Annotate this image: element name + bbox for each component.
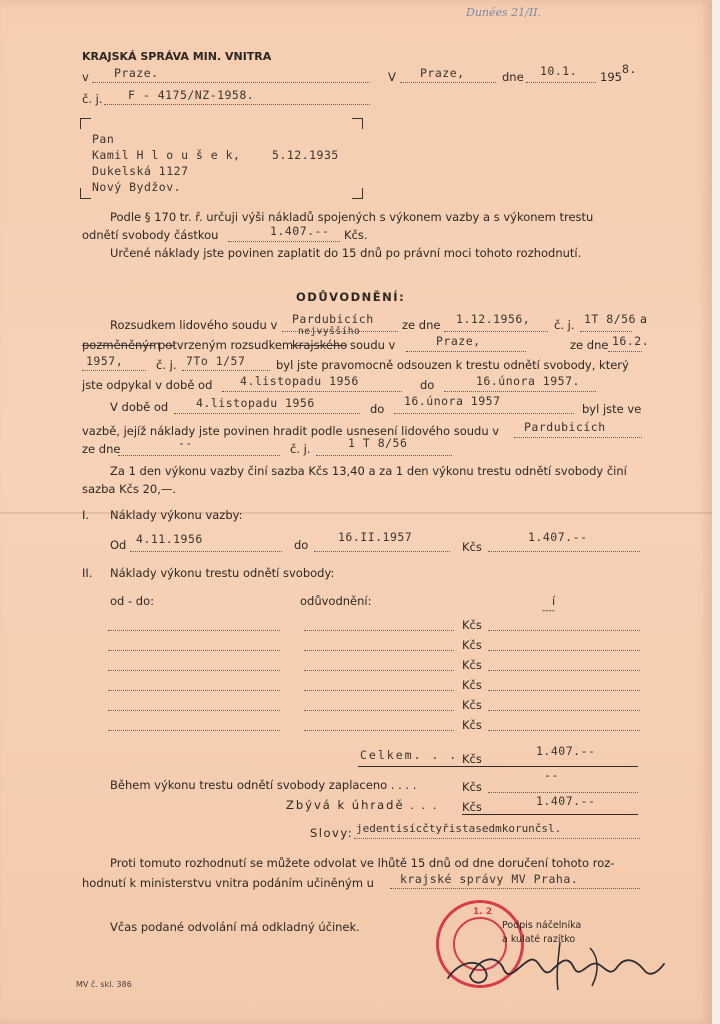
row-dotted-line (108, 690, 280, 691)
row-kcs-label: Kčs (462, 658, 482, 672)
appeal-line-2: hodnutí k ministerstvu vnitra podáním učiněným u (82, 876, 374, 890)
row-kcs-label: Kčs (462, 638, 482, 652)
appeal-office: krajské správy MV Praha. (400, 872, 579, 886)
struck-regional: krajského (292, 338, 348, 352)
signature-label-1: Podpis náčelníka (502, 920, 582, 931)
signature-label-2: a kulaté razítko (502, 934, 576, 945)
appeal-line-1: Proti tomuto rozhodnutí se můžete odvolat ve lhůtě 15 dnů od dne doručení tohoto roz- (110, 856, 615, 870)
handwritten-signature (440, 930, 670, 1000)
section-1-to: 16.II.1957 (338, 530, 413, 544)
reason-l5-b: do (370, 402, 385, 416)
place-value: Praze, (420, 66, 465, 80)
row-kcs-label: Kčs (462, 618, 482, 632)
row-dotted-line (108, 650, 280, 651)
row-dotted-line (488, 630, 640, 631)
row-dotted-line (304, 650, 454, 651)
section-1-title: Náklady výkonu vazby: (110, 508, 243, 522)
row-dotted-line (108, 710, 280, 711)
office-title: KRAJSKÁ SPRÁVA MIN. VNITRA (82, 50, 272, 63)
supreme-insert: nejvyššího (298, 326, 361, 337)
judgment-ref: 1T 8/56 (584, 312, 636, 326)
resolution-date: -- (178, 436, 193, 450)
archive-note: Dunées 21/II. (466, 6, 542, 19)
paid-amount: -- (544, 768, 559, 782)
row-dotted-line (304, 670, 454, 671)
serve-to: 16.února 1957. (476, 374, 580, 388)
row-dotted-line (304, 710, 454, 711)
row-dotted-line (488, 650, 640, 651)
appeal-ref: 7To 1/57 (186, 354, 246, 368)
court-place: Pardubicích (292, 312, 374, 326)
row-dotted-line (108, 630, 280, 631)
year-suffix: 8. (622, 62, 637, 76)
reason-l6-a: vazbě, jejíž náklady jste povinen hradit podle usnesení lidového soudu v (82, 424, 500, 438)
v-label: v (82, 70, 89, 84)
ref-label: č. j. (82, 92, 103, 106)
section-1-do: do (294, 538, 309, 552)
resolution-place: Pardubicích (524, 420, 606, 434)
remaining-label: Zbývá k úhradě . . . (286, 798, 439, 812)
reason-l7-b: č. j. (290, 442, 311, 456)
paid-label: Během výkonu trestu odnětí svobody zaplaceno . . . . (110, 778, 417, 792)
col-amount-dash: ---- (542, 606, 555, 616)
rate-line-1: Za 1 den výkonu vazby činí sazba Kčs 13,40 a za 1 den výkonu trestu odnětí svobody činí (110, 464, 627, 478)
appeal-place: Praze, (436, 334, 481, 348)
reason-l4-a: jste odpykal v době od (82, 378, 213, 392)
row-dotted-line (108, 730, 280, 731)
section-1-from: 4.11.1956 (136, 532, 203, 546)
appeal-date-a: 16.2. (612, 334, 650, 348)
row-kcs-label: Kčs (462, 718, 482, 732)
row-dotted-line (304, 630, 454, 631)
serve-from: 4.listopadu 1956 (240, 374, 359, 388)
intro-line-2: odnětí svobody částkou (82, 228, 219, 242)
reason-l1-a: Rozsudkem lidového soudu v (110, 318, 278, 332)
section-1-kcs: Kčs (462, 540, 482, 554)
section-2-title: Náklady výkonu trestu odnětí svobody: (110, 566, 335, 580)
words-label: Slovy: (310, 826, 354, 840)
custody-to: 16.února 1957 (404, 394, 501, 408)
remaining-amount: 1.407.-- (536, 794, 596, 808)
date-value: 10.1. (540, 64, 578, 78)
section-1-od: Od (110, 538, 127, 552)
judgment-date: 1.12.1956, (456, 312, 531, 326)
section-1-amount: 1.407.-- (528, 530, 588, 544)
remaining-kcs: Kčs (462, 800, 482, 814)
row-dotted-line (488, 710, 640, 711)
intro-line-1: Podle § 170 tr. ř. určuji výši nákladů spojených s výkonem vazby a s výkonem trestu (110, 210, 594, 224)
row-dotted-line (488, 670, 640, 671)
recipient-street: Dukelská 1127 (92, 164, 189, 178)
recipient-name: Kamil H l o u š e k, (92, 148, 241, 162)
row-kcs-label: Kčs (462, 678, 482, 692)
row-kcs-label: Kčs (462, 698, 482, 712)
year-prefix: 195 (600, 70, 622, 84)
reason-l2-a: potvrzeným rozsudkem (158, 338, 294, 352)
section-2-number: II. (82, 566, 93, 580)
words-value: jedentisícčtyřistasedmkorunčsl. (356, 822, 562, 835)
reason-l1-b: ze dne (402, 318, 441, 332)
intro-currency: Kčs. (344, 228, 368, 242)
intro-amount: 1.407.-- (270, 224, 330, 238)
stamp-text: 1. 2 (473, 907, 493, 917)
section-1-number: I. (82, 508, 90, 522)
total-label: Celkem. . . (360, 748, 459, 762)
struck-modified: pozměněným — (82, 338, 176, 352)
row-dotted-line (304, 690, 454, 691)
recipient-birth: 5.12.1935 (272, 148, 339, 162)
form-code: MV č. skl. 386 (76, 980, 132, 989)
row-dotted-line (488, 690, 640, 691)
reason-l5-a: V době od (110, 400, 169, 414)
reason-l5-c: byl jste ve (582, 402, 642, 416)
reason-l4-b: do (420, 378, 435, 392)
ref-value: F - 4175/NZ-1958. (128, 88, 255, 102)
reason-l3-a: č. j. (156, 358, 177, 372)
fold-line (0, 512, 712, 514)
total-amount: 1.407.-- (536, 744, 596, 758)
resolution-ref: 1 T 8/56 (348, 436, 408, 450)
reason-l2-b: soudu v (350, 338, 396, 352)
intro-line-3: Určené náklady jste povinen zaplatit do 15 dnů po právní moci tohoto rozhodnutí. (110, 246, 582, 260)
row-dotted-line (108, 670, 280, 671)
recipient-salutation: Pan (92, 132, 115, 146)
paid-kcs: Kčs (462, 780, 482, 794)
col-amount-mark: í (552, 594, 556, 608)
reason-l2-c: ze dne (570, 338, 609, 352)
rate-line-2: sazba Kčs 20,—. (82, 482, 177, 496)
appeal-date-b: 1957, (86, 354, 124, 368)
row-dotted-line (304, 730, 454, 731)
date-label: dne (502, 70, 524, 84)
reason-l7-a: ze dne (82, 442, 121, 456)
col-period-header: od - do: (110, 594, 155, 608)
reasoning-heading: ODŮVODNĚNÍ: (296, 290, 406, 304)
reason-l1-d: a (640, 312, 648, 326)
v-value: Praze. (114, 66, 159, 80)
total-kcs: Kčs (462, 752, 482, 766)
col-reason-header: odůvodnění: (300, 594, 372, 608)
appeal-line-3: Včas podané odvolání má odkladný účinek. (110, 920, 360, 934)
custody-from: 4.listopadu 1956 (196, 396, 315, 410)
reason-l1-c: č. j. (554, 318, 575, 332)
reason-l3-b: byl jste pravomocně odsouzen k trestu odnětí svobody, který (276, 358, 629, 372)
row-dotted-line (488, 730, 640, 731)
place-label: V (388, 70, 396, 84)
recipient-city: Nový Bydžov. (92, 180, 182, 194)
